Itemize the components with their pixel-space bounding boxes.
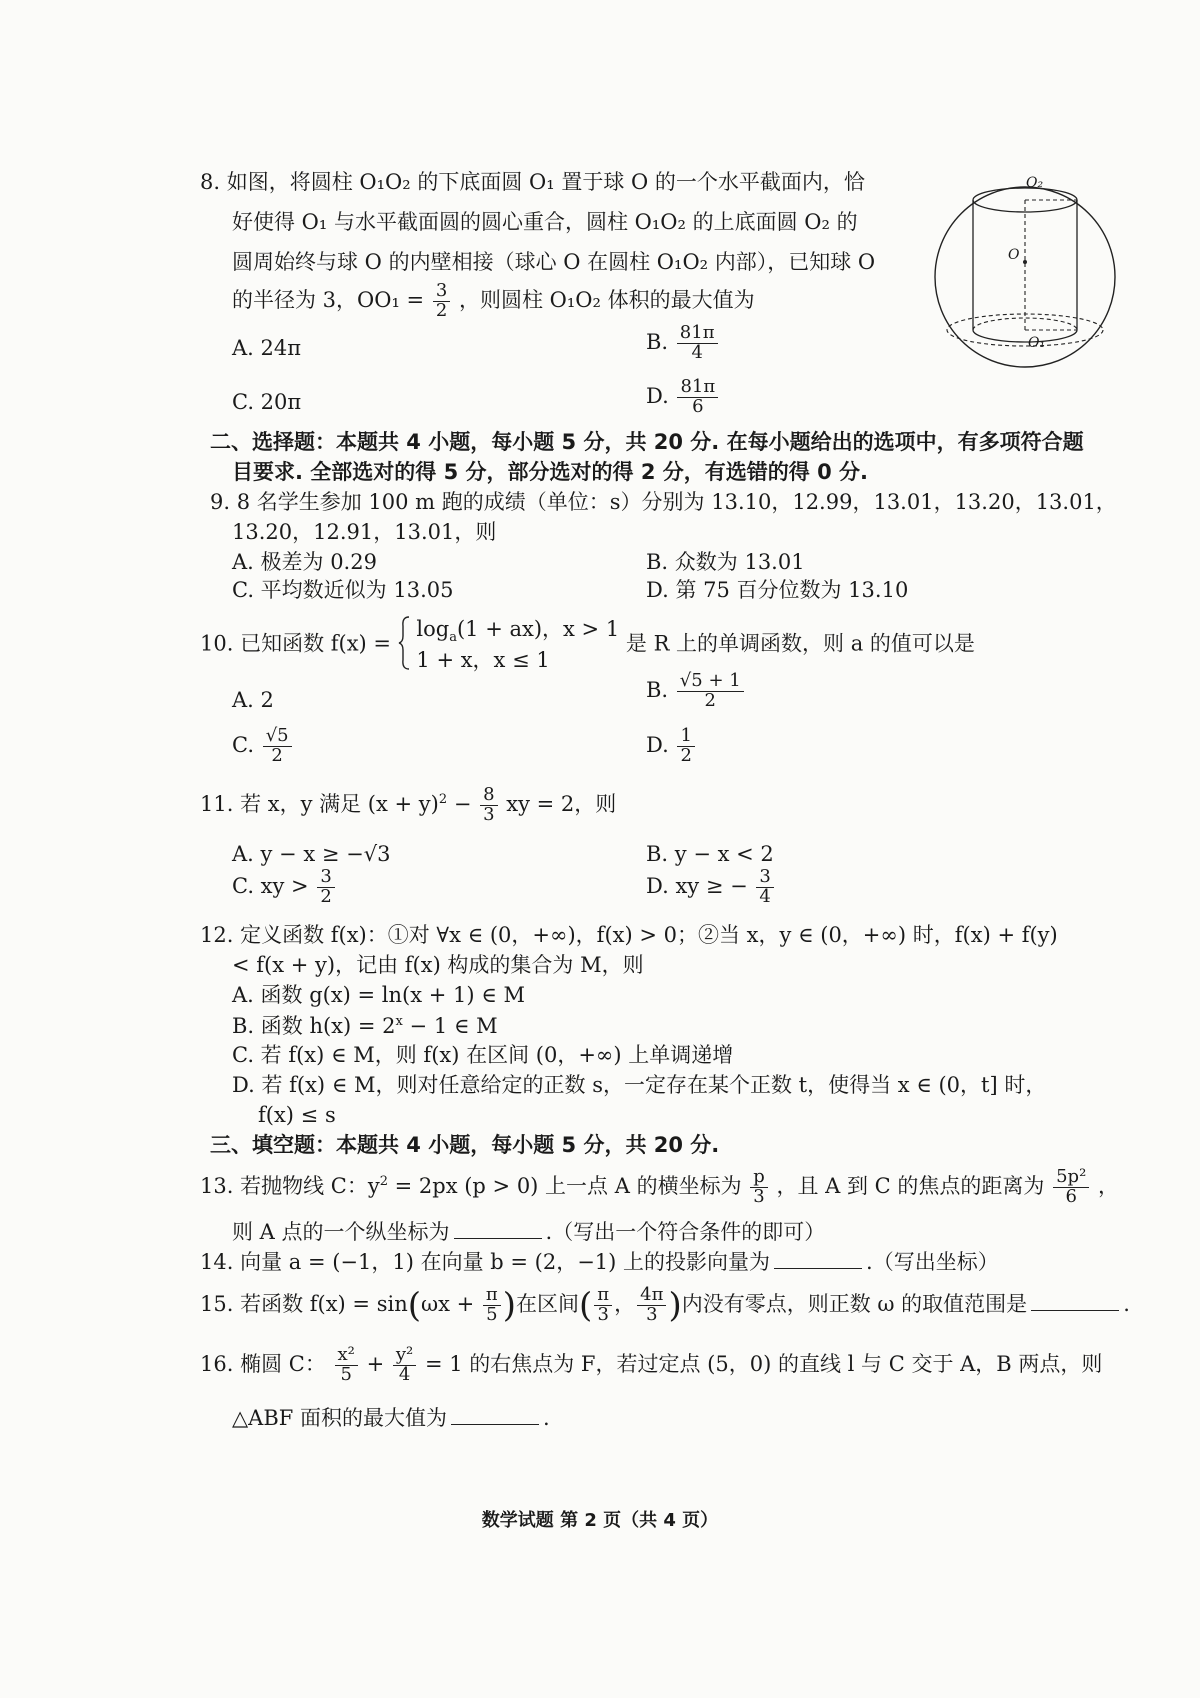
q16-line1: 16. 椭圆 C： $\frac{\text{x²}}{5}$ + $\frac{\text{y²}}{4}$ = 1 的右焦点为 F，若过定点 (5，0) 的直线 l 与 C 交于 A，B 两点，则 bbox=[200, 1344, 1103, 1385]
q8-line4-pre: 的半径为 3，OO₁ = bbox=[232, 287, 425, 312]
q9-option-d: D. 第 75 百分位数为 13.10 bbox=[646, 578, 909, 602]
q13-answer-blank[interactable] bbox=[454, 1238, 542, 1239]
q10-option-c: C. $\frac{√5}{2}$ bbox=[232, 727, 294, 766]
q11-option-c: C. xy > $\frac{3}{2}$ bbox=[232, 868, 337, 907]
q9-line2: 13.20，12.91，13.01，则 bbox=[232, 520, 497, 544]
q13-line1: 13. 若抛物线 C：$y^2 = 2px$ (p > 0) 上一点 A 的横坐标为 $\frac{p}{3}$ ，且 A 到 C 的焦点的距离为 $\frac{\text{5p²}}{6}$ ， bbox=[200, 1166, 1119, 1207]
page-footer: 数学试题 第 2 页（共 4 页） bbox=[481, 1510, 719, 1531]
section3-header: 三、填空题：本题共 4 小题，每小题 5 分，共 20 分. bbox=[210, 1133, 720, 1157]
q9-option-a: A. 极差为 0.29 bbox=[232, 550, 377, 574]
q8-line4-post: ，则圆柱 O₁O₂ 体积的最大值为 bbox=[459, 287, 755, 312]
q13-line2: 则 A 点的一个纵坐标为 .（写出一个符合条件的即可） bbox=[232, 1220, 826, 1244]
q9-line1: 9. 8 名学生参加 100 m 跑的成绩（单位：s）分别为 13.10，12.99，13.01，13.20，13.01， bbox=[210, 490, 1117, 514]
q11-option-d: D. xy ≥ − $\frac{3}{4}$ bbox=[646, 868, 776, 907]
q8-fraction: $\frac{3}{2}$ bbox=[433, 282, 450, 321]
q11-option-b: B. y − x < 2 bbox=[646, 842, 774, 866]
q14-answer-blank[interactable] bbox=[774, 1268, 862, 1269]
cylinder-sphere-figure bbox=[930, 172, 1130, 382]
q12-option-d-line1: D. 若 f(x) ∈ M，则对任意给定的正数 s，一定存在某个正数 t，使得当 x ∈ (0，t] 时， bbox=[232, 1073, 1047, 1097]
q16-answer-blank[interactable] bbox=[451, 1424, 539, 1425]
q8-option-a: A. 24π bbox=[232, 336, 302, 360]
section2-header-line2: 目要求. 全部选对的得 5 分，部分选对的得 2 分，有选错的得 0 分. bbox=[232, 460, 868, 484]
q9-option-c: C. 平均数近似为 13.05 bbox=[232, 578, 454, 602]
q9-option-b: B. 众数为 13.01 bbox=[646, 550, 805, 574]
label-o: O bbox=[1008, 247, 1020, 263]
q15-answer-blank[interactable] bbox=[1031, 1310, 1119, 1311]
q11-option-a: A. y − x ≥ −√3 bbox=[232, 842, 391, 866]
q8-line4 bbox=[232, 282, 755, 321]
label-o1: O₁ bbox=[1028, 335, 1046, 351]
q8-option-b: B. $\frac{81\pi}{4}$ bbox=[646, 324, 720, 363]
q12-option-a: A. 函数 g(x) = ln(x + 1) ∈ M bbox=[232, 983, 525, 1007]
q14-line: 14. 向量 a = (−1，1) 在向量 b = (2，−1) 上的投影向量为 .（写出坐标） bbox=[200, 1250, 999, 1274]
q11-stem: 11. 若 x，y 满足 $(x + y)^2$ − $\frac{8}{3}$ xy = 2，则 bbox=[200, 784, 617, 825]
q12-option-c: C. 若 f(x) ∈ M，则 f(x) 在区间 (0，+∞) 上单调递增 bbox=[232, 1043, 734, 1067]
q10-case2: 1 + x，x ≤ 1 bbox=[416, 648, 550, 673]
section2-header-line1: 二、选择题：本题共 4 小题，每小题 5 分，共 20 分. 在每小题给出的选项中，有多项符合题 bbox=[210, 430, 1084, 454]
q10-stem: 10. 已知函数 f(x) = $\log_a(1 + ax)$，x > 1 1 + x，x ≤ 1 是 R 上的单调函数，则 a 的值可以是 bbox=[200, 616, 975, 674]
q10-case1: $\log_a(1 + ax)$，x > 1 bbox=[416, 617, 620, 646]
q16-line2: △ABF 面积的最大值为 . bbox=[232, 1406, 550, 1430]
label-o2: O₂ bbox=[1026, 175, 1044, 191]
q12-option-d-line2: f(x) ≤ s bbox=[258, 1103, 336, 1127]
q8-line2: 好使得 O₁ 与水平截面圆的圆心重合，圆柱 O₁O₂ 的上底面圆 O₂ 的 bbox=[232, 210, 858, 234]
q8-option-c: C. 20π bbox=[232, 390, 302, 414]
q12-line1: 12. 定义函数 f(x)：①对 ∀x ∈ (0，+∞)，f(x) > 0；②当 x，y ∈ (0，+∞) 时，f(x) + f(y) bbox=[200, 923, 1058, 947]
q10-option-a: A. 2 bbox=[232, 688, 274, 712]
q8-option-d: D. $\frac{81\pi}{6}$ bbox=[646, 378, 720, 417]
q10-option-d: D. $\frac{1}{2}$ bbox=[646, 727, 697, 766]
q10-option-b: B. $\frac{√5 + 1}{2}$ bbox=[646, 672, 746, 711]
q12-line2: < f(x + y)，记由 f(x) 构成的集合为 M，则 bbox=[232, 953, 644, 977]
piecewise-brace bbox=[398, 616, 410, 674]
q8-line3: 圆周始终与球 O 的内壁相接（球心 O 在圆柱 O₁O₂ 内部），已知球 O bbox=[232, 250, 876, 274]
q15-line: 15. 若函数 f(x) = sin(ωx + $\frac{\pi}{5}$ )在区间( $\frac{\pi}{3}$ ， $\frac{4\pi}{3}$ )内没有零点，则正数 ω 的取值范围是 . bbox=[200, 1284, 1130, 1326]
q12-option-b: B. 函数 $h(x) = 2^x - 1$ ∈ M bbox=[232, 1014, 498, 1038]
q8-line1: 8. 如图，将圆柱 O₁O₂ 的下底面圆 O₁ 置于球 O 的一个水平截面内，恰 bbox=[200, 170, 865, 194]
